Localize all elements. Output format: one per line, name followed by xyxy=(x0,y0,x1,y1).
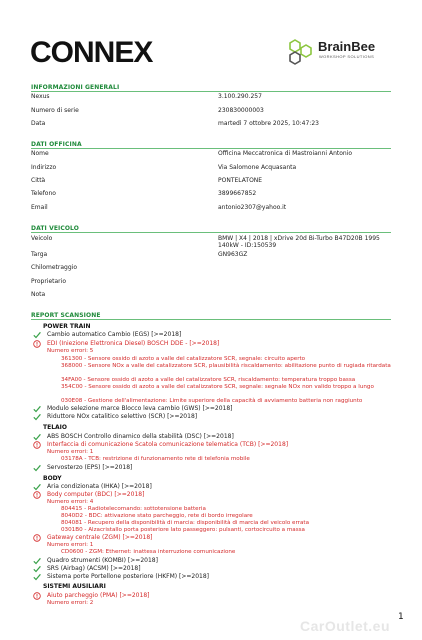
page-number: 1 xyxy=(398,612,404,622)
value: 3899667852 xyxy=(218,190,257,197)
label: Proprietario xyxy=(31,278,66,285)
workshop-title: DATI OFFICINA xyxy=(31,141,82,148)
value: 230830000003 xyxy=(218,107,264,114)
value: BMW | X4 | 2018 | xDrive 20d Bi-Turbo B47D20B 1995 140kW - ID:150539 xyxy=(218,235,380,249)
label: Telefono xyxy=(31,190,56,197)
divider xyxy=(31,232,391,233)
check-icon xyxy=(33,483,41,491)
error-count: Numero errori: 1 xyxy=(47,542,94,548)
error-line: 0301B0 - Alzacristallo porta posteriore lato passeggero: pulsanti, cortocircuito a massa xyxy=(61,527,305,533)
error-line: 34FA00 - Sensore ossido di azoto a valle del catalizzatore SCR, riscaldamento: temperatura troppo bassa xyxy=(61,377,356,383)
error-icon xyxy=(33,340,41,348)
ecu-name: SRS (Airbag) (ACSM) [>=2018] xyxy=(47,565,141,572)
ecu-name: Gateway centrale (ZGM) [>=2018] xyxy=(47,534,153,541)
error-line: 804415 - Radiotelecomando: sottotensione batteria xyxy=(61,506,206,512)
divider xyxy=(31,319,391,320)
ecu-name: Quadro strumenti (KOMBI) [>=2018] xyxy=(47,557,158,564)
value: antonio2307@yahoo.it xyxy=(218,204,287,211)
ecu-name: Riduttore NOx catalitico selettivo (SCR) [>=2018] xyxy=(47,413,198,420)
ecu-name: EDI (Iniezione Elettronica Diesel) BOSCH DDE - [>=2018] xyxy=(47,340,220,347)
ecu-name: Modulo selezione marce Blocco leva cambio (GWS) [>=2018] xyxy=(47,405,233,412)
ecu-name: Interfaccia di comunicazione Scatola comunicazione telematica (TCB) [>=2018] xyxy=(47,441,289,448)
label: Nota xyxy=(31,291,46,298)
ecu-name: Aria condizionata (IHKA) [>=2018] xyxy=(47,483,152,490)
label: Targa xyxy=(31,251,48,258)
section-chassis: TELAIO xyxy=(43,424,67,431)
check-icon xyxy=(33,433,41,441)
check-icon xyxy=(33,565,41,573)
ecu-name: ABS BOSCH Controllo dinamico della stabilità (DSC) [>=2018] xyxy=(47,433,234,440)
value: PONTELATONE xyxy=(218,177,263,184)
error-count: Numero errori: 2 xyxy=(47,600,94,606)
error-line: 354C00 - Sensore ossido di azoto a valle del catalizzatore SCR, segnale: segnale NOx non valido troppo a lungo xyxy=(61,384,374,390)
brainbee-logo xyxy=(288,39,400,67)
divider xyxy=(31,148,391,149)
error-line: 8040D2 - BDC: attivazione stato parcheggio, rete di bordo irregolare xyxy=(61,513,253,519)
error-line: 368000 - Sensore NOx a valle del catalizzatore SCR, plausibilità riscaldamento: abilitazione punto di rugiada ritardata xyxy=(61,363,391,369)
vehicle-title: DATI VEICOLO xyxy=(31,225,79,232)
hexagon-logo-icon xyxy=(288,39,314,65)
value: Officina Meccatronica di Mastroianni Antonio xyxy=(218,150,353,157)
label: Nome xyxy=(31,150,49,157)
check-icon xyxy=(33,557,41,565)
label: Chilometraggio xyxy=(31,264,77,271)
brand-name: BrainBee xyxy=(318,39,376,54)
report-title: REPORT SCANSIONE xyxy=(31,312,101,319)
error-icon xyxy=(33,441,41,449)
label: Nexus xyxy=(31,93,50,100)
label: Indirizzo xyxy=(31,164,57,171)
section-body: BODY xyxy=(43,475,62,482)
error-line: 03178A - TCB: restrizione di funzionamento rete di telefonia mobile xyxy=(61,456,250,462)
error-line: CD0600 - ZGM: Ethernet: inattesa interruzione comunicazione xyxy=(61,549,236,555)
error-icon xyxy=(33,491,41,499)
error-count: Numero errori: 5 xyxy=(47,348,94,354)
label: Data xyxy=(31,120,46,127)
error-line: 361300 - Sensore ossido di azoto a valle del catalizzatore SCR, segnale: circuito aperto xyxy=(61,356,306,362)
value: 3.100.290.257 xyxy=(218,93,262,100)
label: Numero di serie xyxy=(31,107,79,114)
check-icon xyxy=(33,573,41,581)
brand-subtitle: WORKSHOP SOLUTIONS xyxy=(319,54,375,59)
check-icon xyxy=(33,331,41,339)
error-count: Numero errori: 1 xyxy=(47,449,94,455)
watermark: CarOutlet.eu xyxy=(300,618,391,634)
ecu-name: Sistema porte Portellone posteriore (HKFM) [>=2018] xyxy=(47,573,210,580)
check-icon xyxy=(33,413,41,421)
ecu-name: Servosterzo (EPS) [>=2018] xyxy=(47,464,133,471)
ecu-name: Aiuto parcheggio (PMA) [>=2018] xyxy=(47,592,150,599)
error-line: 030E08 - Gestione dell'alimentazione: Limite superiore della capacità di avviamento batteria non raggiunto xyxy=(61,398,363,404)
check-icon xyxy=(33,405,41,413)
label: Città xyxy=(31,177,46,184)
error-icon xyxy=(33,592,41,600)
error-count: Numero errori: 4 xyxy=(47,499,94,505)
error-line: 804081 - Recupero della disponibilità di marcia: disponibilità di marcia del veicolo errata xyxy=(61,520,310,526)
ecu-name: Cambio automatico Cambio (EGS) [>=2018] xyxy=(47,331,182,338)
connex-logo: CONNEX xyxy=(30,36,153,69)
label: Email xyxy=(31,204,48,211)
section-powertrain: POWER TRAIN xyxy=(43,323,91,330)
value: Via Salomone Acquasanta xyxy=(218,164,297,171)
value: GN963GZ xyxy=(218,251,248,258)
general-info-title: INFORMAZIONI GENERALI xyxy=(31,84,120,91)
value: martedì 7 ottobre 2025, 10:47:23 xyxy=(218,120,319,127)
ecu-name: Body computer (BDC) [>=2018] xyxy=(47,491,145,498)
check-icon xyxy=(33,464,41,472)
error-icon xyxy=(33,534,41,542)
section-auxiliary: SISTEMI AUSILIARI xyxy=(43,583,106,590)
label: Veicolo xyxy=(31,235,53,242)
divider xyxy=(31,91,391,92)
